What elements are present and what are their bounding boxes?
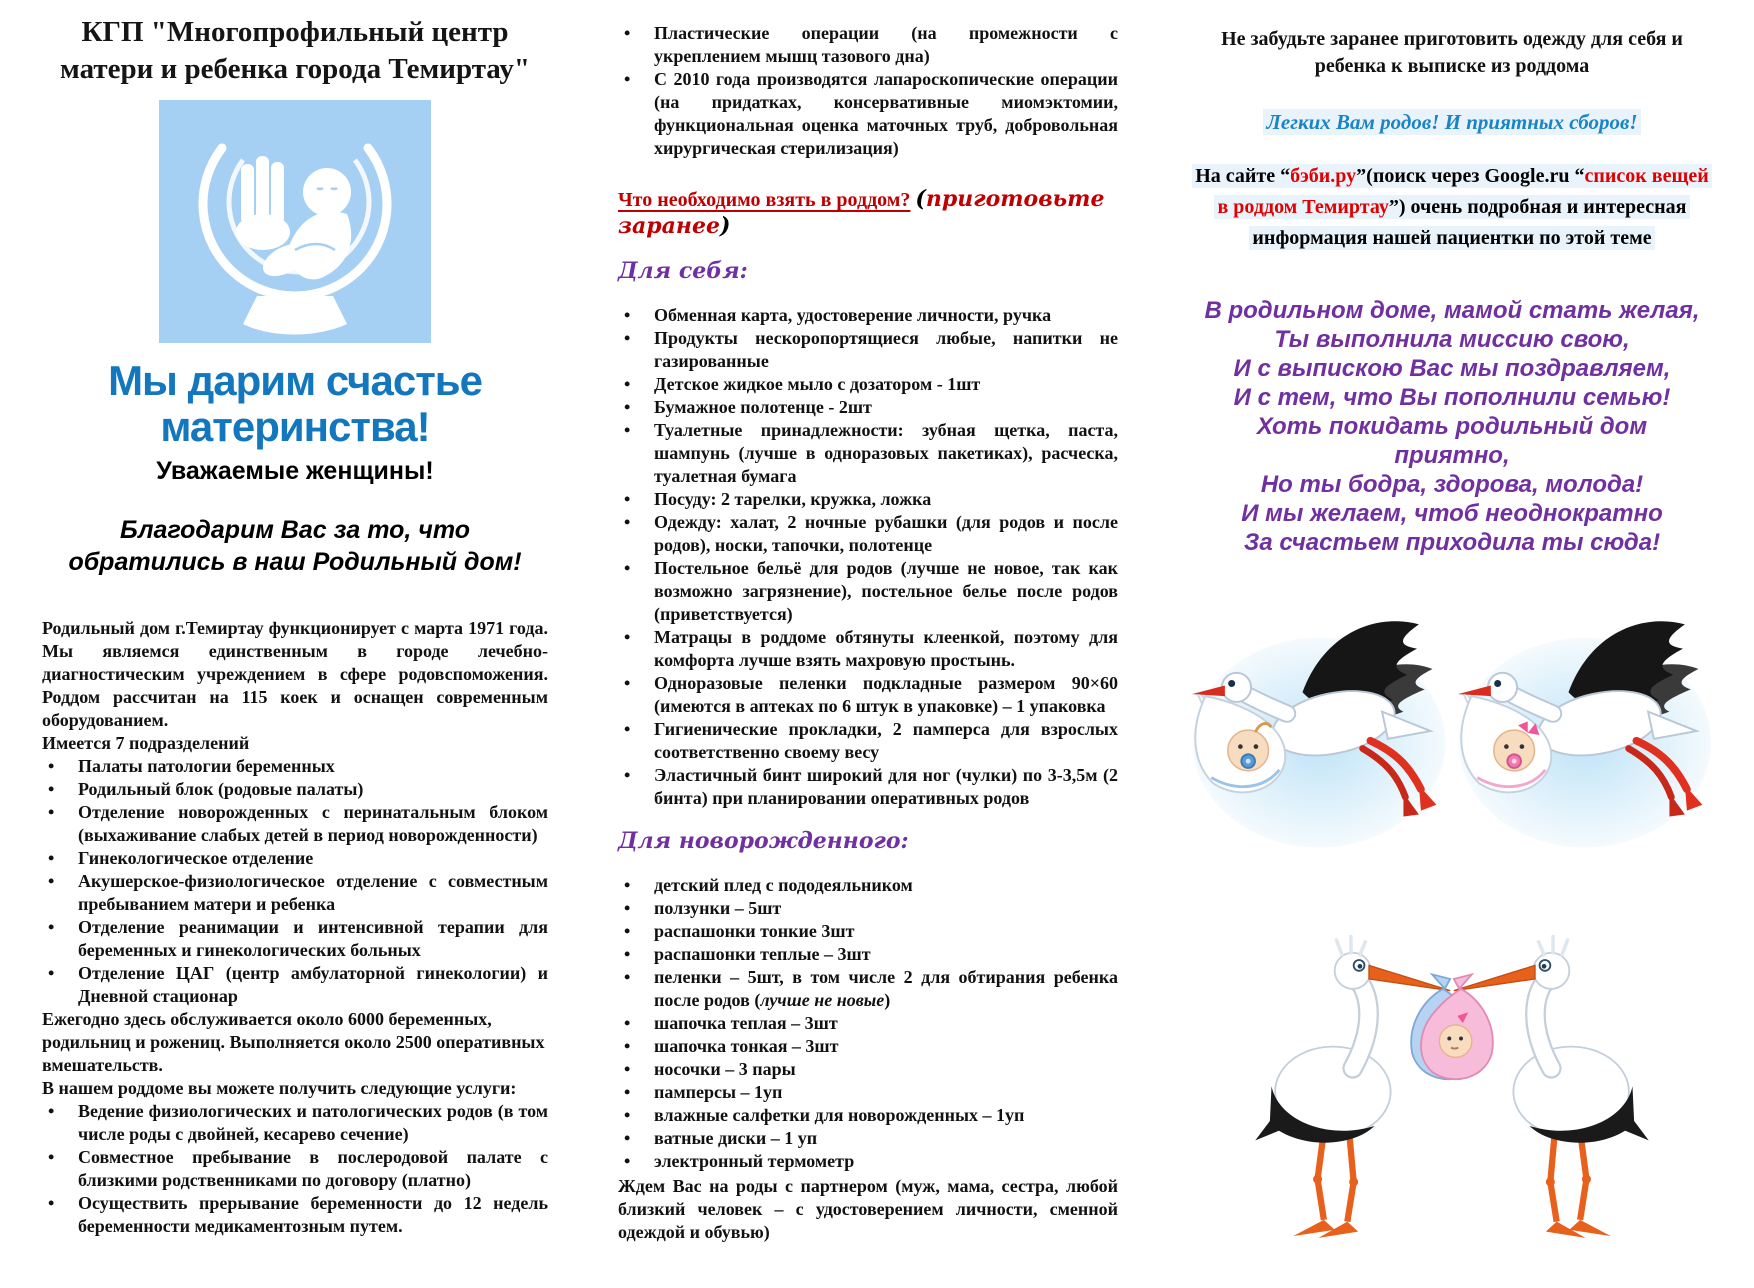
site-name-link-text: бэби.ру	[1290, 165, 1357, 187]
list-item: • Совместное пребывание в послеродовой палате с близкими родственниками по договору (платно)	[42, 1146, 548, 1192]
list-item: • электронный термометр	[618, 1150, 1118, 1173]
left-column	[42, 0, 548, 1238]
stork-flying-baby-girl-illustration	[1454, 597, 1716, 869]
list-item: • Осуществить прерывание беременности до 12 недель беременности медикаментозным путем.	[42, 1192, 548, 1238]
services-label: В нашем роддоме вы можете получить следующие услуги:	[42, 1077, 517, 1098]
list-item: • Отделение новорожденных с перинатальным блоком (выхаживание слабых детей в период новорожденности)	[42, 801, 548, 847]
list-item: • Детское жидкое мыло с дозатором - 1шт	[618, 373, 1118, 396]
list-item: • Отделение ЦАГ (центр амбулаторной гинекологии) и Дневной стационар	[42, 962, 548, 1008]
mother-child-logo-icon	[159, 100, 431, 343]
slogan-heading: Мы дарим счастье материнства!	[108, 357, 482, 451]
services-list	[42, 1100, 548, 1238]
list-item: • Одежду: халат, 2 ночные рубашки (для родов и после родов), носки, тапочки, полотенце	[618, 511, 1118, 557]
for-newborn-list	[618, 874, 1118, 1173]
search-query-text: список вещей в роддом Темиртау	[1217, 165, 1709, 218]
intro-paragraph: Родильный дом г.Темиртау функционирует с марта 1971 года. Мы являемся единственным в городе лечебно- диагностическим учреждением в сфере родовспоможения. Роддом рассчитан на 115 коек и оснащен современным оборудованием.	[42, 617, 548, 730]
list-item: • Гигиенические прокладки, 2 памперса для взрослых соответственно своему весу	[618, 718, 1118, 764]
thanks-text: Благодарим Вас за то, что обратились в наш Родильный дом!	[68, 515, 522, 577]
heading-paren-open: (	[915, 186, 926, 212]
standing-storks-container	[1186, 895, 1718, 1288]
poem-line: Но ты бодра, здорова, молода!	[1260, 471, 1644, 498]
list-item: • Отделение реанимации и интенсивной терапии для беременных и гинекологических больных	[42, 916, 548, 962]
poem-line: Хоть покидать родильный дом	[1256, 413, 1648, 440]
wish-line	[1186, 110, 1718, 135]
site-info	[1186, 161, 1718, 254]
stats-paragraph: Ежегодно здесь обслуживается около 6000 беременных, родильниц и рожениц. Выполняется около 2500 оперативных вмешательств.	[42, 1008, 545, 1075]
list-item: • Посуду: 2 тарелки, кружка, ложка	[618, 488, 1118, 511]
heading-paren-close: )	[719, 213, 731, 239]
site-text: На сайте “	[1195, 165, 1291, 187]
heading-underlined-text: Что необходимо взять в роддом?	[618, 189, 911, 211]
list-item: • детский плед с пододеяльником	[618, 874, 1118, 897]
farewell-poem	[1186, 296, 1718, 557]
list-item: • Пластические операции (на промежности с укреплением мышц тазового дна)	[618, 22, 1118, 68]
list-item: • Акушерское-физиологическое отделение с совместным пребыванием матери и ребенка	[42, 870, 548, 916]
page-title: КГП "Многопрофильный центр матери и ребенка города Темиртау"	[60, 16, 530, 86]
greeting-heading: Уважаемые женщины!	[156, 456, 434, 485]
list-item: • Матрацы в роддоме обтянуты клеенкой, поэтому для комфорта лучше взять махровую простынь.	[618, 626, 1118, 672]
poem-line: За счастьем приходила ты сюда!	[1243, 529, 1661, 556]
list-item: • Продукты нескоропортящиеся любые, напитки не газированные	[618, 327, 1118, 373]
stork-flying-baby-boy-illustration	[1188, 597, 1450, 869]
list-item: • ползунки – 5шт	[618, 897, 1118, 920]
list-item: • распашонки теплые – 3шт	[618, 943, 1118, 966]
units-label: Имеется 7 подразделений	[42, 732, 250, 753]
for-newborn-heading: Для новорожденного:	[618, 828, 909, 854]
list-item	[618, 966, 1118, 1012]
list-item: • ватные диски – 1 уп	[618, 1127, 1118, 1150]
right-column	[1186, 0, 1718, 1288]
list-item: • Эластичный бинт широкий для ног (чулки) по 3-3,5м (2 бинта) при планировании оперативных родов	[618, 764, 1118, 810]
site-text: ”) очень подробная и интересная информация нашей пациентки по этой теме	[1252, 196, 1687, 249]
units-list	[42, 755, 548, 1008]
poem-line: Ты выполнила миссию свою,	[1274, 326, 1630, 353]
diapers-suffix: )	[884, 990, 891, 1010]
list-item: • носочки – 3 пары	[618, 1058, 1118, 1081]
for-self-heading: Для себя:	[618, 258, 748, 284]
list-item: • шапочка тонкая – 3шт	[618, 1035, 1118, 1058]
list-item: • распашонки тонкие 3шт	[618, 920, 1118, 943]
list-item: • Туалетные принадлежности: зубная щетка, паста, шампунь (лучше в одноразовых пакетиках), расческа, туалетная бумага	[618, 419, 1118, 488]
take-to-hospital-heading	[618, 186, 1118, 240]
poem-line: приятно,	[1394, 442, 1510, 469]
list-item: • Одноразовые пеленки подкладные размером 90×60 (имеются в аптеках по 6 штук в упаковке) – 1 упаковка	[618, 672, 1118, 718]
list-item: • С 2010 года производятся лапароскопические операции (на придатках, консервативные миомэктомии, функциональная оценка маточных труб, добровольная хирургическая стерилизация)	[618, 68, 1118, 160]
diapers-text: пеленки – 5шт, в том числе 2 для обтирания ребенка после родов (	[654, 967, 1118, 1010]
poem-line: В родильном доме, мамой стать желая,	[1204, 297, 1700, 324]
list-item: • Гинекологическое отделение	[42, 847, 548, 870]
list-item: • Ведение физиологических и патологических родов (в том числе роды с двойней, кесарево сечение)	[42, 1100, 548, 1146]
list-item: • Обменная карта, удостоверение личности, ручка	[618, 304, 1118, 327]
discharge-reminder: Не забудьте заранее приготовить одежду для себя и ребенка к выписке из роддома	[1221, 28, 1683, 77]
list-item: • Бумажное полотенце - 2шт	[618, 396, 1118, 419]
list-item: • Постельное бельё для родов (лучше не новое, так как возможно загрязнение), постельное белье после родов (приветствуется)	[618, 557, 1118, 626]
list-item: • Родильный блок (родовые палаты)	[42, 778, 548, 801]
flying-storks-row	[1186, 597, 1718, 869]
list-item: • влажные салфетки для новорожденных – 1уп	[618, 1104, 1118, 1127]
poem-line: И мы желаем, чтоб неоднократно	[1241, 500, 1663, 527]
wish-text: Легких Вам родов! И приятных сборов!	[1263, 109, 1640, 135]
poem-line: И с выпискою Вас мы поздравляем,	[1233, 355, 1671, 382]
list-item: • Палаты патологии беременных	[42, 755, 548, 778]
list-item: • шапочка теплая – 3шт	[618, 1012, 1118, 1035]
operations-list	[618, 22, 1118, 160]
poem-line: И с тем, что Вы пополнили семью!	[1233, 384, 1671, 411]
site-text: ”(поиск через Google.ru “	[1356, 165, 1585, 187]
middle-column	[618, 0, 1118, 1244]
list-item: • памперсы – 1уп	[618, 1081, 1118, 1104]
partner-note: Ждем Вас на роды с партнером (муж, мама, сестра, любой близкий человек – с удостоверением личности, сменной одеждой и обувью)	[618, 1176, 1118, 1242]
logo-container	[42, 100, 548, 348]
diapers-italic-note: лучше не новые	[760, 990, 885, 1010]
heading-script-text: приготовьте заранее	[618, 186, 1105, 239]
standing-storks-illustration	[1217, 895, 1687, 1283]
for-self-list	[618, 304, 1118, 810]
